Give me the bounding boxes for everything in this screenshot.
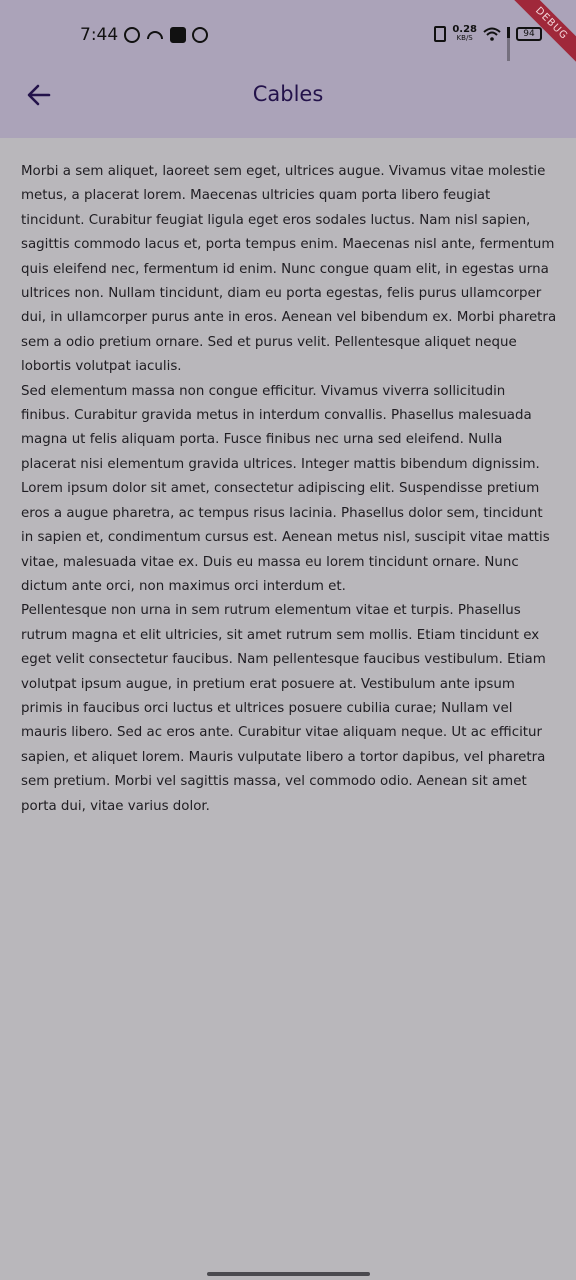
system-icons xyxy=(434,25,542,43)
wifi-icon xyxy=(483,27,501,41)
vibrate-icon xyxy=(434,26,446,42)
notification-icons xyxy=(124,27,208,43)
network-speed-unit: KB/S xyxy=(456,34,473,42)
status-time: 7:44 xyxy=(80,25,119,45)
cloud-icon xyxy=(146,27,164,41)
linkedin-icon xyxy=(170,27,186,43)
battery-icon: 94 xyxy=(516,27,542,41)
home-indicator[interactable] xyxy=(207,1272,370,1276)
page-title: Cables xyxy=(252,82,324,106)
paragraph: Pellentesque non urna in sem rutrum elementum vitae et turpis. Phasellus rutrum magna et elit ultricies, sit amet rutrum sem mollis. Etiam tincidunt ex eget velit consectetur faucibus. Nam pellentesque faucibus vestibulum. Etiam volutpat ipsum augue, in pretium erat posuere at. Vestibulum ante ipsum primis in faucibus orci luctus et ultrices posuere cubilia curae; Nullam vel mauris libero. Sed ac eros ante. Curabitur vitae aliquam neque. Ut ac efficitur sapien, et aliquet lorem. Mauris vulputate libero a tortor dapibus, vel pharetra sem pretium. Morbi vel sagittis massa, vel commodo odio. Aenean sit amet porta dui, vitae varius dolor. xyxy=(21,603,546,814)
paragraph: Sed elementum massa non congue efficitur. Vivamus viverra sollicitudin finibus. Curabitur gravida metus in interdum convallis. Phasellus malesuada magna ut felis aliquam porta. Fusce finibus nec urna sed eleifend. Nulla placerat nisi elementum gravida ultrices. Integer mattis bibendum dignissim. Lorem ipsum dolor sit amet, consectetur adipiscing elit. Suspendisse pretium eros a augue pharetra, ac tempus risus lacinia. Phasellus dolor sem, tincidunt in sapien et, condimentum cursus est. Aenean metus nisl, suscipit vitae mattis vitae, malesuada vitae ex. Duis eu massa eu lorem tincidunt ornare. Nunc dictum ante orci, non maximus orci interdum et. xyxy=(21,383,550,594)
network-speed-value: 0.28 xyxy=(452,24,477,35)
status-bar xyxy=(0,0,576,70)
signal-icon xyxy=(507,27,510,41)
paragraph: Morbi a sem aliquet, laoreet sem eget, ultrices augue. Vivamus vitae molestie metus, a placerat lorem. Maecenas ultricies quam porta libero feugiat tincidunt. Curabitur feugiat ligula eget eros sodales luctus. Nam nisl sapien, sagittis commodo lacus et, porta tempus enim. Maecenas nisl ante, fermentum quis eleifend nec, fermentum id enim. Nunc congue quam elit, in egestas urna ultrices non. Nullam tincidunt, diam eu porta egestas, felis purus ullamcorper dui, in ullamcorper purus ante in eros. Aenean vel bibendum ex. Morbi pharetra sem a odio pretium ornare. Sed et purus velit. Pellentesque aliquet neque lobortis volutpat iaculis. xyxy=(21,164,557,375)
network-speed xyxy=(452,25,477,43)
article-body xyxy=(21,160,557,819)
instagram-icon xyxy=(124,27,140,43)
app-bar xyxy=(0,70,576,138)
debug-banner: DEBUG xyxy=(506,0,576,69)
app-notification-icon xyxy=(192,27,208,43)
